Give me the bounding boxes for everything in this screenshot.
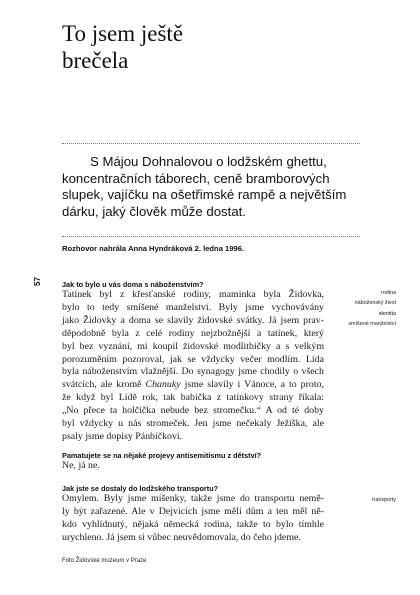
question-2: Pamatujete se na nějaké projevy antisemitismu z dětství? (62, 451, 262, 460)
title-line-1: To jsem ještě (62, 21, 184, 46)
answer-1-line: že když byl Lídě rok, tak babička z tatínkovy strany říkala: (62, 392, 324, 404)
interview-credit: Rozhovor nahrála Anna Hyndráková 2. ledna 1996. (62, 244, 245, 253)
answer-1 (62, 289, 324, 444)
answer-3-line: ly být zařazené. Ale v Dejvicích jsme měli dům a ten měl ně- (62, 505, 324, 517)
keyword: rodina (381, 290, 396, 296)
answer-1-line: porozuměním pozoroval, jak se vždycky večer modlím. Lída (62, 353, 324, 365)
answer-1-text: svátcích, ale kromě (62, 379, 146, 391)
margin-keywords-3 (330, 495, 396, 505)
question-3: Jak jste se dostaly do lodžského transportu? (62, 484, 219, 493)
answer-1-line: „No přece ta holčička nebude bez stromečku.“ A od té doby (62, 405, 324, 417)
answer-1-line: byl vždycky u nás stromeček. Jen jsme nečekaly Ježíška, ale (62, 418, 324, 430)
answer-1-line: byla náboženstvím vlažnější. Do synagogy jsme chodily o všech (62, 366, 324, 378)
answer-3-line: Omylem. Byly jsme míšenky, takže jsme do transportu nemě- (62, 493, 324, 504)
dotted-divider-top (62, 143, 360, 144)
photo-credit: Foto Židovské muzeum v Praze (62, 558, 147, 564)
answer-3-line: kdo vyhlídnutý, nějaká německá rodina, takže to bylo tímhle (62, 518, 324, 530)
answer-1-line: psaly jsme dopisy Pánbíčkovi. (62, 430, 183, 442)
answer-3-line: urychleno. Já jsem si vůbec neuvědomovala, do čeho jdeme. (62, 531, 301, 543)
article-title (62, 20, 362, 74)
question-1: Jak to bylo u vás doma s náboženstvím? (62, 280, 204, 289)
answer-2 (62, 460, 324, 473)
answer-1-text: jsme slavily i Vánoce, a to proto, (180, 379, 324, 391)
answer-1-line (62, 379, 324, 392)
keyword: identita (378, 310, 396, 317)
keyword: náboženský život (354, 300, 396, 307)
answer-1-line: jako Židovky a doma se slavily židovské svátky. Já jsem prav- (62, 314, 324, 326)
answer-1-line: děpodobně byla z celé rodiny nejzbožnější a tatínek, který (62, 327, 324, 339)
page-number: 57 (33, 277, 42, 286)
answer-1-line: bylo to tedy smíšené manželství. Byly jsme vychovávány (62, 301, 324, 313)
answer-3 (62, 493, 324, 545)
answer-1-line: byl bez vyznání, mi koupil židovské modlitbičky a s velkým (62, 340, 324, 352)
margin-keywords-1 (330, 288, 396, 329)
answer-1-emphasis: Chanuky (145, 379, 181, 391)
intro-paragraph: S Májou Dohnalovou o lodžském ghettu, koncentračních táborech, ceně bramborových slupek, vajíčku na ošetřimské rampě a největším dárku, jaký člověk může dostat. (62, 154, 347, 219)
answer-2-line: Ne, já ne. (62, 460, 100, 471)
answer-1-line: Tatínek byl z křesťanské rodiny, maminka byla Židovka, (62, 289, 324, 300)
title-line-2: brečela (62, 48, 129, 73)
dotted-divider-bottom (62, 236, 360, 237)
keyword: transporty (372, 497, 396, 503)
keyword: smíšené manželství (348, 320, 396, 327)
